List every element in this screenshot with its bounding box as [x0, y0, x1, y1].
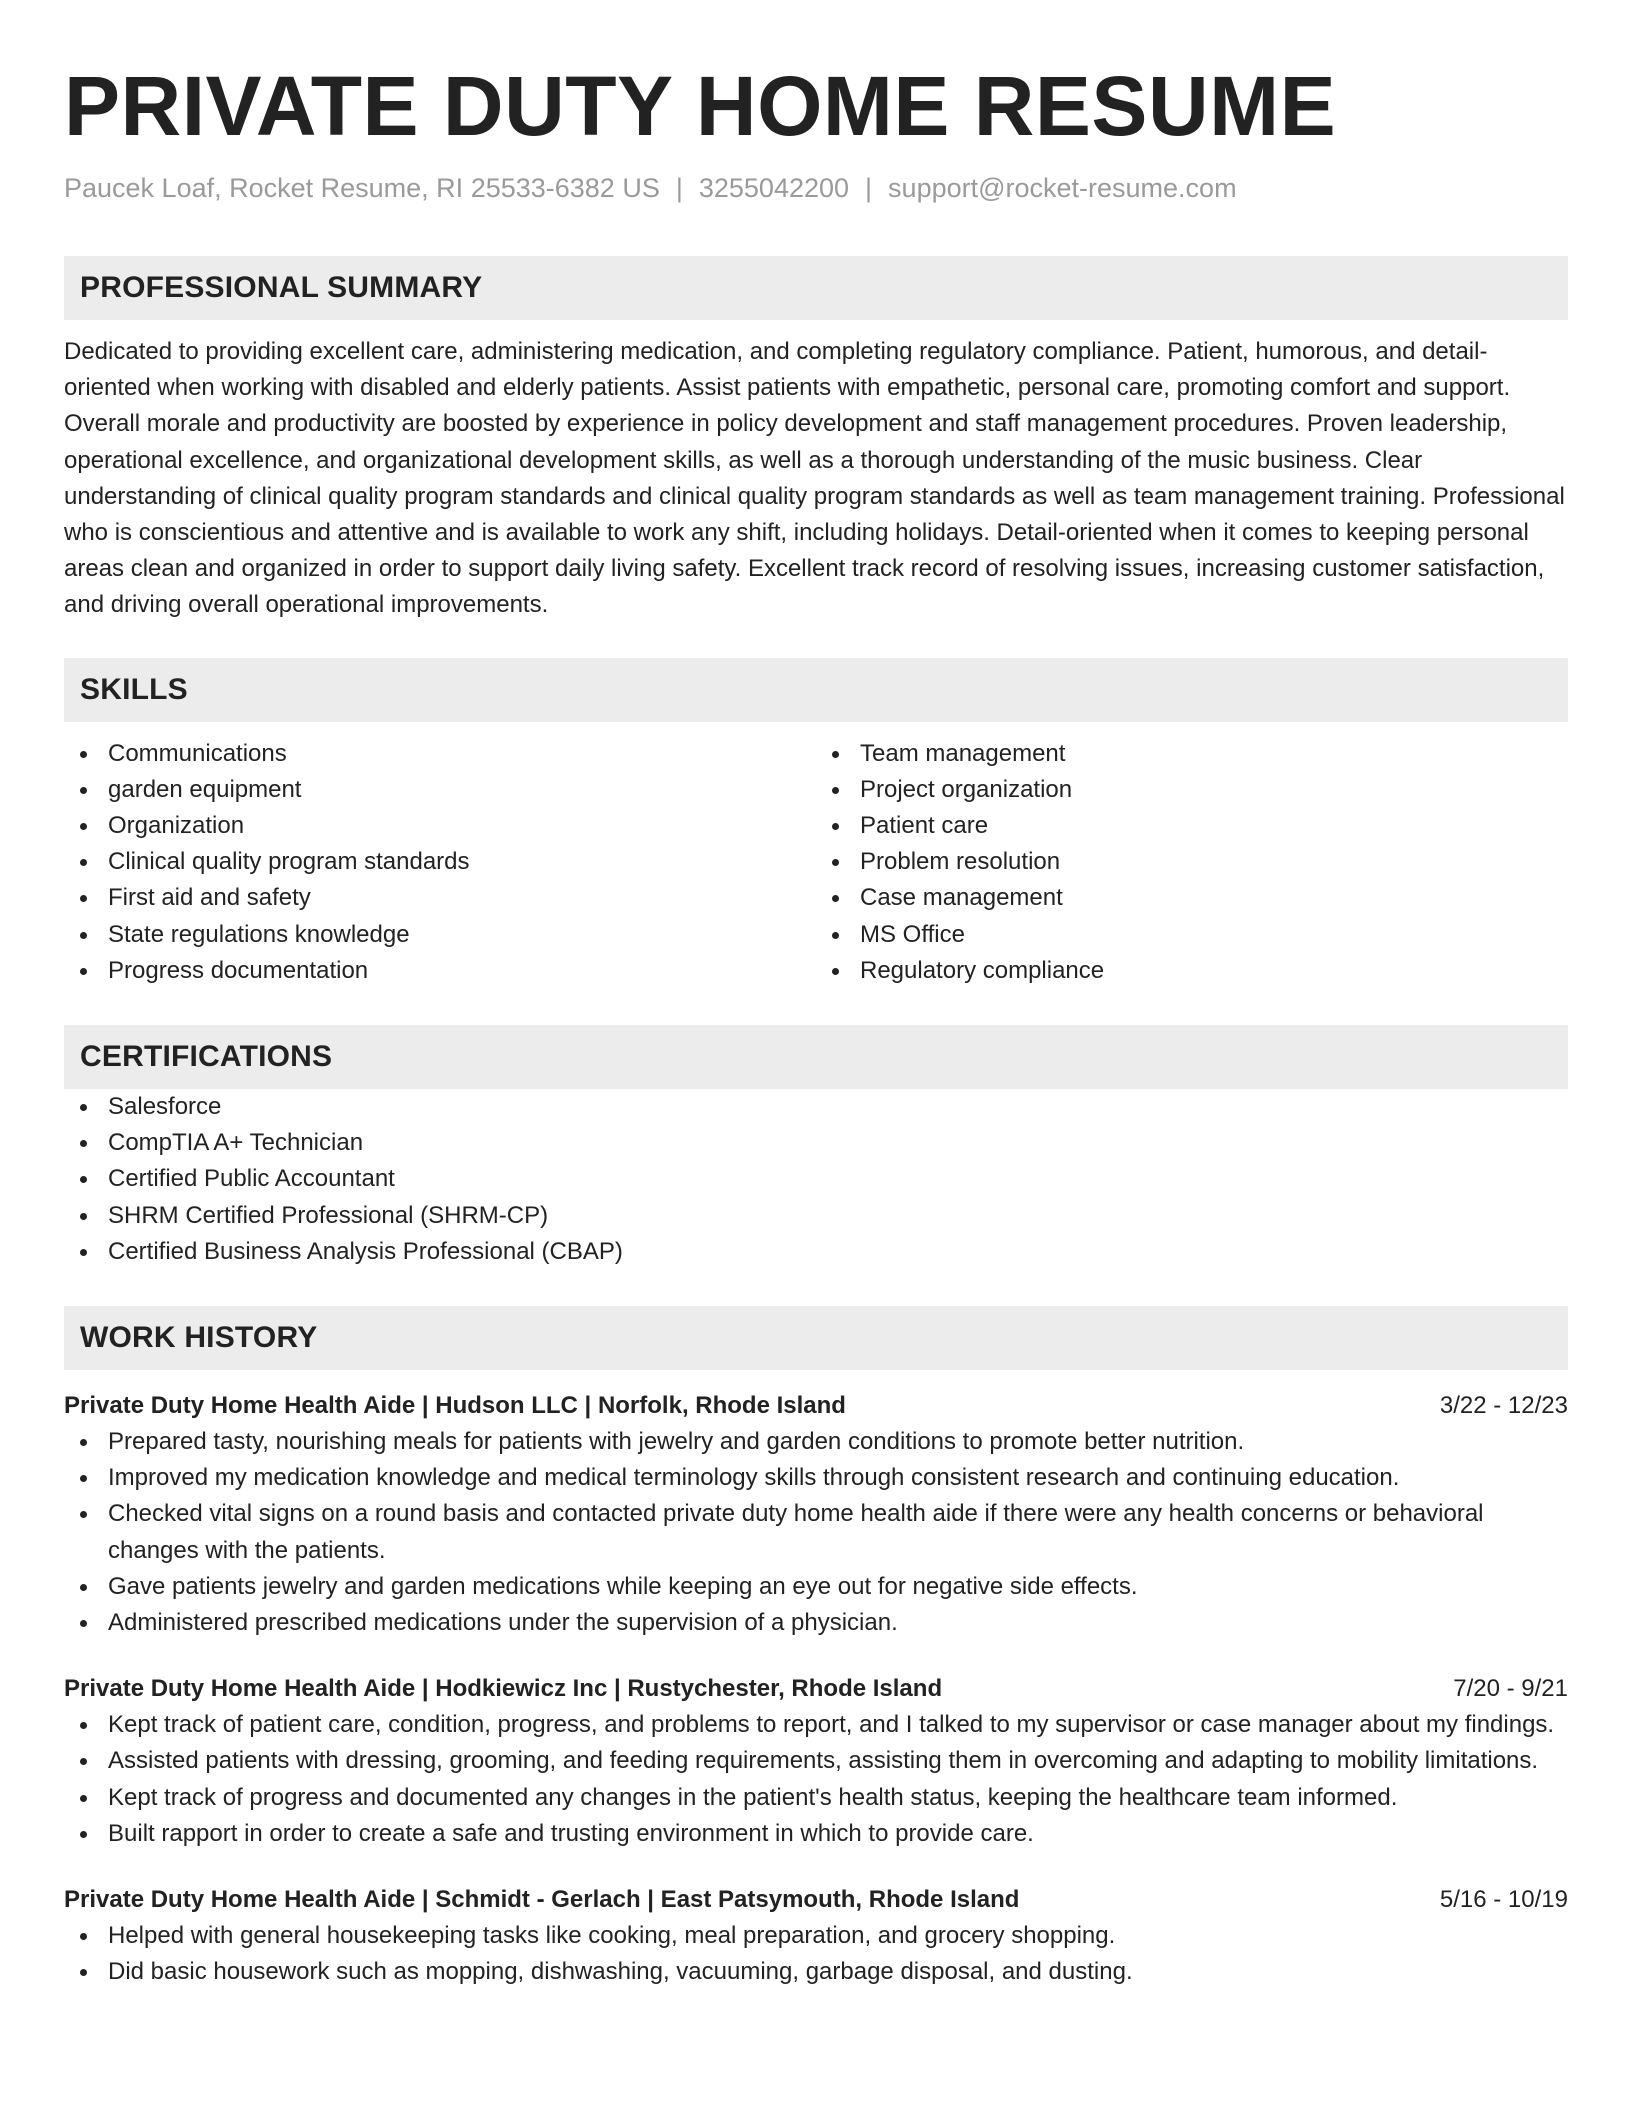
list-item: Checked vital signs on a round basis and contacted private duty home health aide if there were any health concerns or behavioral changes with the patients. [64, 1496, 1568, 1568]
list-item: Project organization [816, 772, 1568, 808]
job-bullets [64, 1707, 1568, 1852]
job-title: Private Duty Home Health Aide | Schmidt - Gerlach | East Patsymouth, Rhode Island [64, 1886, 1020, 1914]
list-item: Prepared tasty, nourishing meals for patients with jewelry and garden conditions to promote better nutrition. [64, 1424, 1568, 1460]
list-item: SHRM Certified Professional (SHRM-CP) [64, 1198, 1568, 1234]
list-item: MS Office [816, 917, 1568, 953]
certifications-list [64, 1089, 1568, 1270]
list-item: Organization [64, 808, 816, 844]
job-dates: 5/16 - 10/19 [1439, 1886, 1568, 1914]
list-item: Clinical quality program standards [64, 844, 816, 880]
contact-address: Paucek Loaf, Rocket Resume, RI 25533-6382 US [64, 173, 660, 203]
job-entry [64, 1671, 1568, 1852]
section-header-work-history: WORK HISTORY [64, 1306, 1568, 1370]
list-item: Improved my medication knowledge and medical terminology skills through consistent research and continuing education. [64, 1460, 1568, 1496]
list-item: Certified Public Accountant [64, 1161, 1568, 1197]
list-item: Case management [816, 880, 1568, 916]
list-item: Built rapport in order to create a safe and trusting environment in which to provide care. [64, 1816, 1568, 1852]
list-item: Patient care [816, 808, 1568, 844]
list-item: Regulatory compliance [816, 953, 1568, 989]
list-item: garden equipment [64, 772, 816, 808]
job-entry [64, 1388, 1568, 1641]
job-title: Private Duty Home Health Aide | Hudson LLC | Norfolk, Rhode Island [64, 1392, 846, 1420]
list-item: CompTIA A+ Technician [64, 1125, 1568, 1161]
contact-separator: | [865, 173, 873, 203]
job-dates: 3/22 - 12/23 [1439, 1392, 1568, 1420]
job-header [64, 1671, 1568, 1707]
contact-phone: 3255042200 [698, 173, 850, 203]
list-item: Communications [64, 736, 816, 772]
job-header [64, 1882, 1568, 1918]
list-item: State regulations knowledge [64, 917, 816, 953]
list-item: Certified Business Analysis Professional (CBAP) [64, 1234, 1568, 1270]
contact-separator: | [675, 173, 683, 203]
list-item: Progress documentation [64, 953, 816, 989]
summary-text: Dedicated to providing excellent care, administering medication, and completing regulatory compliance. Patient, humorous, and detail-oriented when working with disabled and elderly patients. Assist patients with empathetic, personal care, promoting comfort and support. Overall morale and productivity are boosted by experience in policy development and staff management procedures. Proven leadership, operational excellence, and organizational development skills, as well as a thorough understanding of the music business. Clear understanding of clinical quality program standards and clinical quality program standards as well as team management training. Professional who is conscientious and attentive and is available to work any shift, including holidays. Detail-oriented when it comes to keeping personal areas clean and organized in order to support daily living safety. Excellent track record of resolving issues, increasing customer satisfaction, and driving overall operational improvements. [64, 338, 1565, 619]
job-bullets [64, 1424, 1568, 1641]
list-item: Team management [816, 736, 1568, 772]
skills-list-left [64, 736, 816, 989]
list-item: Salesforce [64, 1089, 1568, 1125]
list-item: Helped with general housekeeping tasks like cooking, meal preparation, and grocery shopping. [64, 1918, 1568, 1954]
list-item: Assisted patients with dressing, grooming, and feeding requirements, assisting them in overcoming and adapting to mobility limitations. [64, 1743, 1568, 1779]
section-header-certifications: CERTIFICATIONS [64, 1025, 1568, 1089]
contact-line [64, 170, 1568, 206]
list-item: Did basic housework such as mopping, dishwashing, vacuuming, garbage disposal, and dusting. [64, 1954, 1568, 1990]
job-bullets [64, 1918, 1568, 1990]
section-header-skills: SKILLS [64, 658, 1568, 722]
skills-columns [64, 736, 1568, 989]
list-item: Kept track of patient care, condition, progress, and problems to report, and I talked to my supervisor or case manager about my findings. [64, 1707, 1568, 1743]
job-entry [64, 1882, 1568, 1990]
job-dates: 7/20 - 9/21 [1453, 1675, 1568, 1703]
contact-email: support@rocket-resume.com [888, 173, 1237, 203]
list-item: Administered prescribed medications under the supervision of a physician. [64, 1605, 1568, 1641]
list-item: First aid and safety [64, 880, 816, 916]
job-title: Private Duty Home Health Aide | Hodkiewicz Inc | Rustychester, Rhode Island [64, 1675, 943, 1703]
list-item: Kept track of progress and documented any changes in the patient's health status, keeping the healthcare team informed. [64, 1780, 1568, 1816]
skills-list-right [816, 736, 1568, 989]
job-header [64, 1388, 1568, 1424]
section-header-summary: PROFESSIONAL SUMMARY [64, 256, 1568, 320]
list-item: Gave patients jewelry and garden medications while keeping an eye out for negative side effects. [64, 1569, 1568, 1605]
work-history-list [64, 1388, 1568, 1990]
resume-title: PRIVATE DUTY HOME RESUME [64, 59, 1337, 153]
list-item: Problem resolution [816, 844, 1568, 880]
